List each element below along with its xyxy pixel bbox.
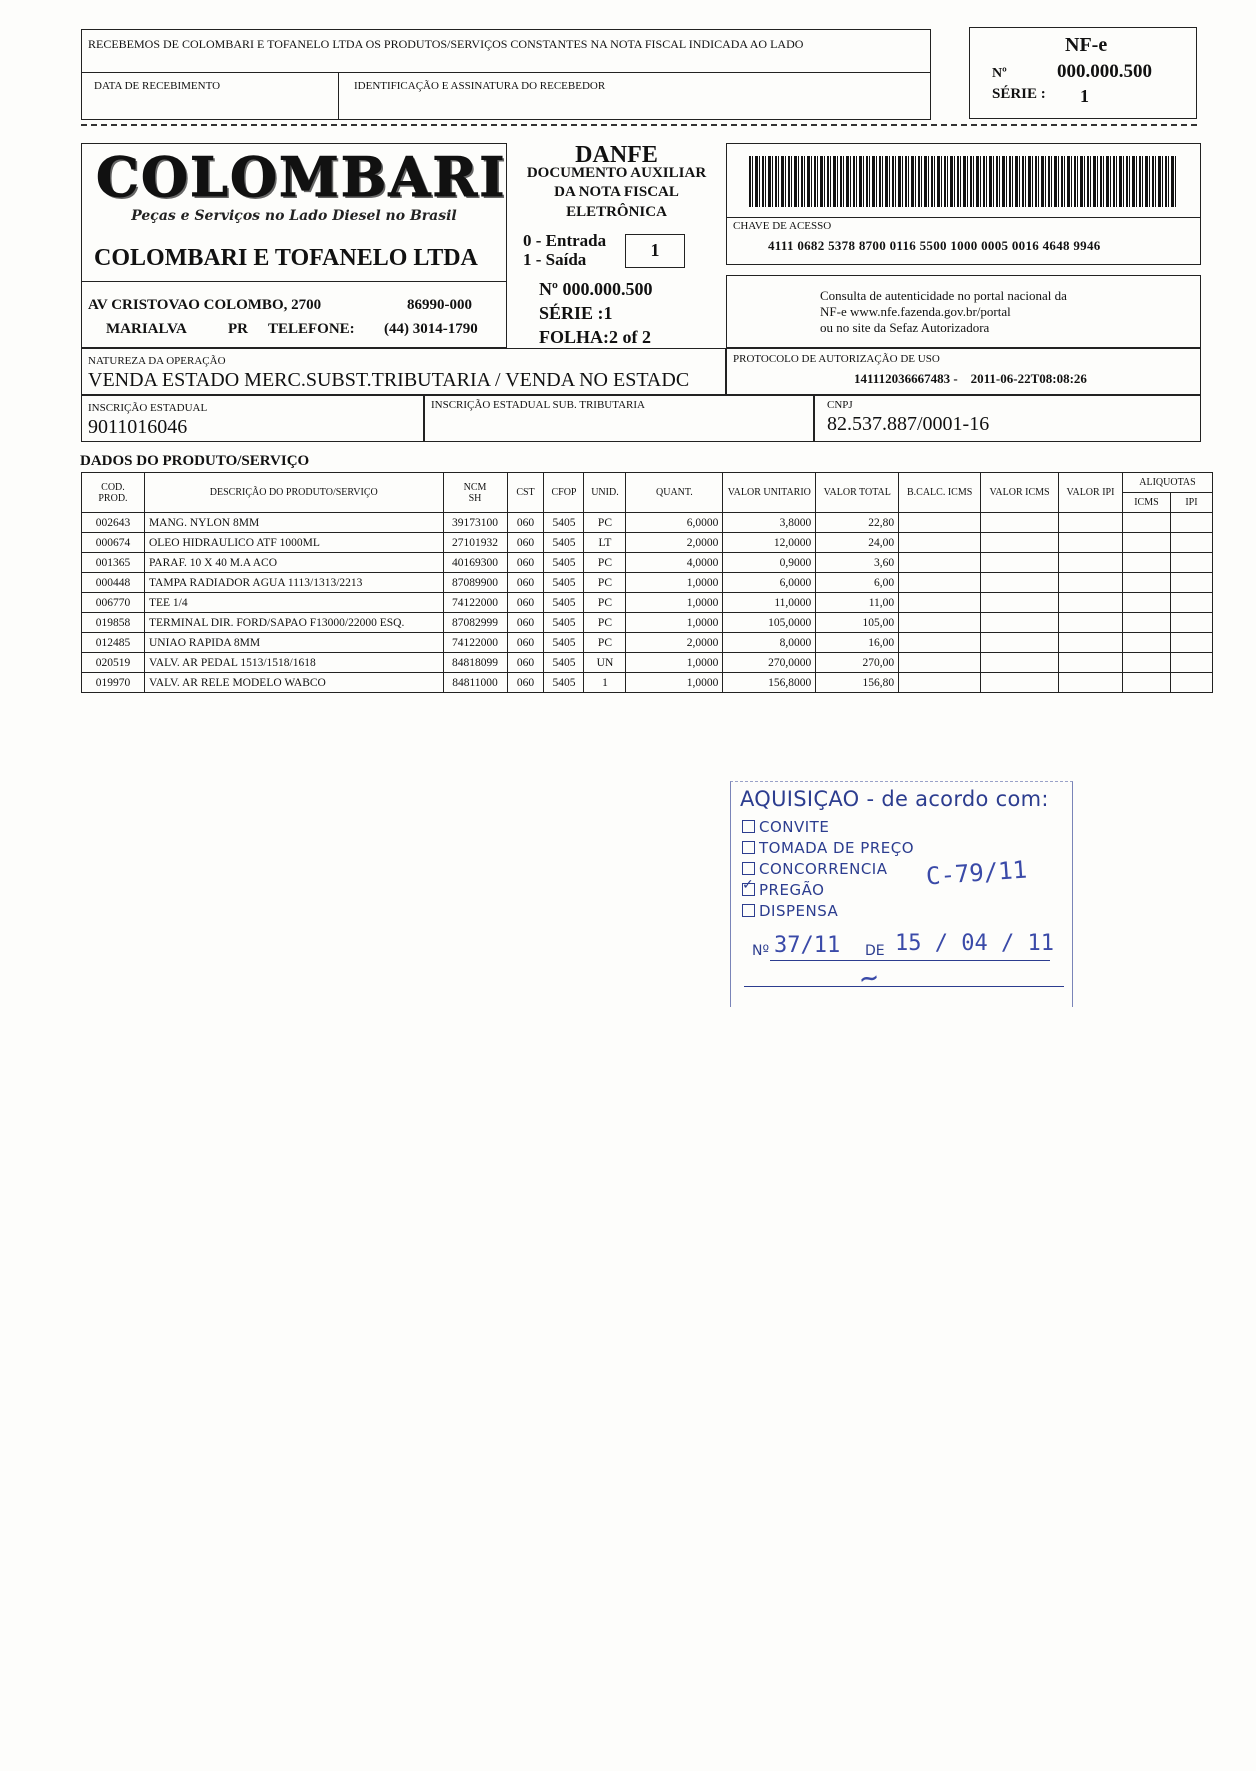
cell-empty bbox=[981, 653, 1059, 673]
stamp-option-dispensa: DISPENSA bbox=[742, 901, 838, 922]
cell-cst: 060 bbox=[507, 673, 544, 693]
table-row bbox=[82, 633, 1213, 653]
cell-cfop: 5405 bbox=[544, 573, 584, 593]
cnpj-box bbox=[814, 395, 1201, 442]
danfe-series: SÉRIE :1 bbox=[539, 303, 613, 323]
consult-box bbox=[726, 275, 1201, 348]
receipt-stub bbox=[81, 29, 931, 120]
cell-empty bbox=[981, 633, 1059, 653]
cell-empty bbox=[899, 613, 981, 633]
cell-quant: 1,0000 bbox=[626, 653, 723, 673]
stamp-underline bbox=[770, 960, 1050, 961]
cell-empty bbox=[1059, 613, 1123, 633]
cell-unid: 1 bbox=[584, 673, 626, 693]
cell-quant: 1,0000 bbox=[626, 593, 723, 613]
header-aliquotas: ALIQUOTAS bbox=[1122, 473, 1212, 493]
table-row bbox=[82, 573, 1213, 593]
cell-empty bbox=[1170, 593, 1212, 613]
checkbox-icon bbox=[742, 904, 755, 917]
ie-label: INSCRIÇÃO ESTADUAL bbox=[88, 402, 208, 414]
cell-ncm: 39173100 bbox=[443, 513, 507, 533]
cell-vtotal: 105,00 bbox=[816, 613, 899, 633]
cell-cfop: 5405 bbox=[544, 653, 584, 673]
cell-vunit: 12,0000 bbox=[723, 533, 816, 553]
products-section-title: DADOS DO PRODUTO/SERVIÇO bbox=[80, 453, 310, 469]
cell-cst: 060 bbox=[507, 553, 544, 573]
danfe-entrada: 0 - Entrada bbox=[523, 231, 607, 250]
cell-cod: 019858 bbox=[82, 613, 145, 633]
operation-box bbox=[81, 348, 726, 395]
cell-empty bbox=[1122, 573, 1170, 593]
cell-empty bbox=[1170, 513, 1212, 533]
consult-line-2: NF-e www.nfe.fazenda.gov.br/portal bbox=[820, 304, 1011, 319]
nfe-stub bbox=[969, 27, 1197, 119]
header-vipi: VALOR IPI bbox=[1059, 473, 1123, 513]
cell-cst: 060 bbox=[507, 593, 544, 613]
header-vunit: VALOR UNITARIO bbox=[723, 473, 816, 513]
ie-box bbox=[81, 395, 424, 442]
cell-unid: PC bbox=[584, 633, 626, 653]
checkbox-icon bbox=[742, 841, 755, 854]
stamp-bottom-line bbox=[744, 986, 1064, 987]
cell-vtotal: 22,80 bbox=[816, 513, 899, 533]
cell-cst: 060 bbox=[507, 633, 544, 653]
access-key: 4111 0682 5378 8700 0116 5500 1000 0005 0016 4648 9946 bbox=[768, 238, 1101, 253]
danfe-subtitle-3: ELETRÔNICA bbox=[566, 204, 667, 220]
cell-cod: 001365 bbox=[82, 553, 145, 573]
cell-desc: PARAF. 10 X 40 M.A ACO bbox=[144, 553, 443, 573]
cell-empty bbox=[1059, 593, 1123, 613]
cell-empty bbox=[899, 593, 981, 613]
cell-empty bbox=[1122, 513, 1170, 533]
cell-empty bbox=[1059, 553, 1123, 573]
issuer-phone: (44) 3014-1790 bbox=[384, 321, 478, 337]
header-desc: DESCRIÇÃO DO PRODUTO/SERVIÇO bbox=[144, 473, 443, 513]
cut-line bbox=[81, 124, 1197, 126]
table-row bbox=[82, 533, 1213, 553]
cell-empty bbox=[899, 533, 981, 553]
cell-empty bbox=[1059, 673, 1123, 693]
access-hline bbox=[727, 217, 1200, 218]
cell-quant: 2,0000 bbox=[626, 533, 723, 553]
issuer-box bbox=[81, 143, 507, 348]
table-row bbox=[82, 613, 1213, 633]
operation-value: VENDA ESTADO MERC.SUBST.TRIBUTARIA / VENDA NO ESTADC bbox=[88, 369, 690, 391]
cell-ncm: 87082999 bbox=[443, 613, 507, 633]
checkbox-icon bbox=[742, 820, 755, 833]
cell-vunit: 8,0000 bbox=[723, 633, 816, 653]
stamp-option-tomada: TOMADA DE PREÇO bbox=[742, 838, 914, 859]
cell-quant: 1,0000 bbox=[626, 673, 723, 693]
danfe-saida: 1 - Saída bbox=[523, 250, 587, 269]
header-cst: CST bbox=[507, 473, 544, 513]
cell-quant: 4,0000 bbox=[626, 553, 723, 573]
checked-checkbox-icon: ✓ bbox=[742, 883, 755, 896]
cell-empty bbox=[1122, 653, 1170, 673]
header-cod: COD. PROD. bbox=[82, 473, 145, 513]
danfe-page: FOLHA:2 of 2 bbox=[539, 327, 651, 347]
cell-empty bbox=[981, 613, 1059, 633]
consult-line-3: ou no site da Sefaz Autorizadora bbox=[820, 320, 990, 335]
cell-empty bbox=[981, 513, 1059, 533]
header-vtotal: VALOR TOTAL bbox=[816, 473, 899, 513]
cell-empty bbox=[1170, 573, 1212, 593]
danfe-title: DANFE bbox=[575, 142, 658, 168]
cell-vunit: 0,9000 bbox=[723, 553, 816, 573]
cell-empty bbox=[1122, 553, 1170, 573]
cnpj-label: CNPJ bbox=[827, 399, 853, 411]
cell-cod: 000674 bbox=[82, 533, 145, 553]
cell-vunit: 3,8000 bbox=[723, 513, 816, 533]
cell-cst: 060 bbox=[507, 573, 544, 593]
stamp-option-concorrencia: CONCORRENCIA bbox=[742, 859, 887, 880]
cell-empty bbox=[1122, 533, 1170, 553]
protocol-box bbox=[726, 348, 1201, 395]
logo-wordmark: COLOMBARI bbox=[96, 145, 507, 209]
stamp-option-pregao: ✓ PREGÃO bbox=[742, 877, 825, 899]
access-key-label: CHAVE DE ACESSO bbox=[733, 220, 832, 232]
receipt-date-label: DATA DE RECEBIMENTO bbox=[94, 80, 221, 92]
cell-vtotal: 24,00 bbox=[816, 533, 899, 553]
cell-empty bbox=[1170, 613, 1212, 633]
receipt-signature-label: IDENTIFICAÇÃO E ASSINATURA DO RECEBEDOR bbox=[354, 80, 606, 92]
cell-empty bbox=[1122, 673, 1170, 693]
cell-cst: 060 bbox=[507, 533, 544, 553]
cell-ncm: 27101932 bbox=[443, 533, 507, 553]
cell-vtotal: 156,80 bbox=[816, 673, 899, 693]
header-cfop: CFOP bbox=[544, 473, 584, 513]
cell-cod: 020519 bbox=[82, 653, 145, 673]
cell-cod: 019970 bbox=[82, 673, 145, 693]
cell-cod: 012485 bbox=[82, 633, 145, 653]
issuer-city: MARIALVA bbox=[106, 321, 187, 337]
danfe-type-box: 1 bbox=[625, 234, 685, 268]
cell-empty bbox=[899, 553, 981, 573]
acquisition-stamp bbox=[730, 781, 1073, 1007]
cell-cfop: 5405 bbox=[544, 673, 584, 693]
stamp-option-convite: CONVITE bbox=[742, 817, 829, 838]
header-aliq-icms: ICMS bbox=[1122, 493, 1170, 513]
cell-unid: PC bbox=[584, 613, 626, 633]
table-row bbox=[82, 513, 1213, 533]
cell-empty bbox=[981, 593, 1059, 613]
company-logo bbox=[96, 145, 507, 228]
nfe-series: 1 bbox=[1080, 86, 1089, 106]
cell-unid: UN bbox=[584, 653, 626, 673]
cell-unid: PC bbox=[584, 573, 626, 593]
table-row bbox=[82, 553, 1213, 573]
cell-vtotal: 16,00 bbox=[816, 633, 899, 653]
cell-empty bbox=[1059, 533, 1123, 553]
stamp-concorrencia-handwritten: C-79/11 bbox=[925, 855, 1029, 891]
ie-st-box bbox=[424, 395, 814, 442]
cell-vtotal: 11,00 bbox=[816, 593, 899, 613]
cell-empty bbox=[899, 633, 981, 653]
cell-empty bbox=[1170, 653, 1212, 673]
cell-empty bbox=[1122, 593, 1170, 613]
danfe-box bbox=[507, 143, 726, 348]
cell-empty bbox=[1170, 673, 1212, 693]
cell-desc: VALV. AR RELE MODELO WABCO bbox=[144, 673, 443, 693]
cell-ncm: 74122000 bbox=[443, 633, 507, 653]
issuer-state: PR bbox=[228, 321, 248, 337]
cell-empty bbox=[1059, 573, 1123, 593]
receipt-divider bbox=[82, 72, 930, 73]
cell-empty bbox=[899, 653, 981, 673]
cell-ncm: 74122000 bbox=[443, 593, 507, 613]
protocol-value: 141112036667483 - 2011-06-22T08:08:26 bbox=[854, 371, 1087, 386]
cell-empty bbox=[1170, 633, 1212, 653]
nfe-title: NF-e bbox=[1065, 34, 1108, 56]
stamp-date-handwritten: 15 / 04 / 11 bbox=[895, 931, 1054, 956]
cell-cod: 006770 bbox=[82, 593, 145, 613]
cell-ncm: 87089900 bbox=[443, 573, 507, 593]
cell-desc: TAMPA RADIADOR AGUA 1113/1313/2213 bbox=[144, 573, 443, 593]
cell-unid: PC bbox=[584, 553, 626, 573]
issuer-cep: 86990-000 bbox=[407, 297, 472, 313]
header-unid: UNID. bbox=[584, 473, 626, 513]
cell-empty bbox=[1122, 633, 1170, 653]
nfe-number: 000.000.500 bbox=[1057, 61, 1152, 82]
cell-unid: PC bbox=[584, 593, 626, 613]
cell-quant: 6,0000 bbox=[626, 513, 723, 533]
header-vicms: VALOR ICMS bbox=[981, 473, 1059, 513]
cell-cst: 060 bbox=[507, 613, 544, 633]
checkbox-icon bbox=[742, 862, 755, 875]
cell-vunit: 11,0000 bbox=[723, 593, 816, 613]
danfe-subtitle-1: DOCUMENTO AUXILIAR bbox=[526, 165, 707, 181]
header-quant: QUANT. bbox=[626, 473, 723, 513]
barcode bbox=[749, 156, 1177, 207]
cell-unid: LT bbox=[584, 533, 626, 553]
nfe-series-label: SÉRIE : bbox=[992, 86, 1046, 102]
table-row bbox=[82, 673, 1213, 693]
cell-ncm: 40169300 bbox=[443, 553, 507, 573]
cell-desc: MANG. NYLON 8MM bbox=[144, 513, 443, 533]
ie-st-label: INSCRIÇÃO ESTADUAL SUB. TRIBUTARIA bbox=[431, 399, 645, 411]
cell-vtotal: 3,60 bbox=[816, 553, 899, 573]
cell-cod: 002643 bbox=[82, 513, 145, 533]
cell-unid: PC bbox=[584, 513, 626, 533]
issuer-address: AV CRISTOVAO COLOMBO, 2700 bbox=[88, 297, 322, 313]
cell-ncm: 84818099 bbox=[443, 653, 507, 673]
header-bcalc: B.CALC. ICMS bbox=[899, 473, 981, 513]
cell-empty bbox=[899, 513, 981, 533]
cell-cfop: 5405 bbox=[544, 513, 584, 533]
stamp-title: AQUISIÇAO - de acordo com: bbox=[740, 787, 1049, 811]
cell-cod: 000448 bbox=[82, 573, 145, 593]
header-ncm: NCM SH bbox=[443, 473, 507, 513]
stamp-de-label: DE bbox=[865, 943, 885, 959]
cell-vunit: 270,0000 bbox=[723, 653, 816, 673]
cell-cfop: 5405 bbox=[544, 613, 584, 633]
cell-quant: 2,0000 bbox=[626, 633, 723, 653]
cell-empty bbox=[981, 553, 1059, 573]
cell-cfop: 5405 bbox=[544, 533, 584, 553]
cell-desc: TEE 1/4 bbox=[144, 593, 443, 613]
danfe-subtitle-2: DA NOTA FISCAL bbox=[554, 184, 679, 200]
ie-value: 9011016046 bbox=[88, 416, 188, 438]
cell-vunit: 156,8000 bbox=[723, 673, 816, 693]
cell-vtotal: 270,00 bbox=[816, 653, 899, 673]
cell-ncm: 84811000 bbox=[443, 673, 507, 693]
cell-empty bbox=[1122, 613, 1170, 633]
protocol-label: PROTOCOLO DE AUTORIZAÇÃO DE USO bbox=[733, 353, 940, 365]
cell-cst: 060 bbox=[507, 513, 544, 533]
stamp-number-label: Nº bbox=[752, 943, 770, 959]
cell-desc: VALV. AR PEDAL 1513/1518/1618 bbox=[144, 653, 443, 673]
cell-cst: 060 bbox=[507, 653, 544, 673]
header-aliq-ipi: IPI bbox=[1170, 493, 1212, 513]
products-table-body bbox=[82, 513, 1213, 693]
receipt-vdivider bbox=[338, 72, 339, 120]
cell-quant: 1,0000 bbox=[626, 573, 723, 593]
cell-empty bbox=[1059, 513, 1123, 533]
cell-empty bbox=[899, 673, 981, 693]
cell-vtotal: 6,00 bbox=[816, 573, 899, 593]
cell-cfop: 5405 bbox=[544, 593, 584, 613]
table-row bbox=[82, 593, 1213, 613]
cell-quant: 1,0000 bbox=[626, 613, 723, 633]
access-key-box bbox=[726, 143, 1201, 265]
cell-empty bbox=[1059, 633, 1123, 653]
issuer-name: COLOMBARI E TOFANELO LTDA bbox=[94, 245, 478, 271]
logo-tagline: Peças e Serviços no Lado Diesel no Brasil bbox=[131, 208, 457, 224]
nfe-number-label: Nº bbox=[992, 66, 1007, 81]
stamp-signature: ~ bbox=[857, 959, 881, 998]
cell-empty bbox=[1170, 533, 1212, 553]
cell-empty bbox=[899, 573, 981, 593]
cnpj-value: 82.537.887/0001-16 bbox=[827, 413, 990, 435]
cell-cfop: 5405 bbox=[544, 633, 584, 653]
cell-desc: TERMINAL DIR. FORD/SAPAO F13000/22000 ESQ. bbox=[144, 613, 443, 633]
stamp-number-handwritten: 37/11 bbox=[774, 933, 841, 958]
consult-line-1: Consulta de autenticidade no portal nacional da bbox=[820, 288, 1067, 303]
operation-label: NATUREZA DA OPERAÇÃO bbox=[88, 355, 226, 367]
cell-desc: OLEO HIDRAULICO ATF 1000ML bbox=[144, 533, 443, 553]
cell-cfop: 5405 bbox=[544, 553, 584, 573]
issuer-phone-label: TELEFONE: bbox=[268, 321, 355, 337]
receipt-statement: RECEBEMOS DE COLOMBARI E TOFANELO LTDA OS PRODUTOS/SERVIÇOS CONSTANTES NA NOTA FISCAL INDICADA AO LADO bbox=[88, 37, 804, 51]
table-row bbox=[82, 653, 1213, 673]
cell-empty bbox=[981, 533, 1059, 553]
cell-empty bbox=[981, 673, 1059, 693]
cell-empty bbox=[1170, 553, 1212, 573]
cell-empty bbox=[1059, 653, 1123, 673]
cell-empty bbox=[981, 573, 1059, 593]
cell-vunit: 105,0000 bbox=[723, 613, 816, 633]
danfe-number: Nº 000.000.500 bbox=[539, 279, 653, 299]
issuer-hline bbox=[82, 281, 506, 282]
cell-vunit: 6,0000 bbox=[723, 573, 816, 593]
products-table bbox=[81, 472, 1213, 693]
cell-desc: UNIAO RAPIDA 8MM bbox=[144, 633, 443, 653]
